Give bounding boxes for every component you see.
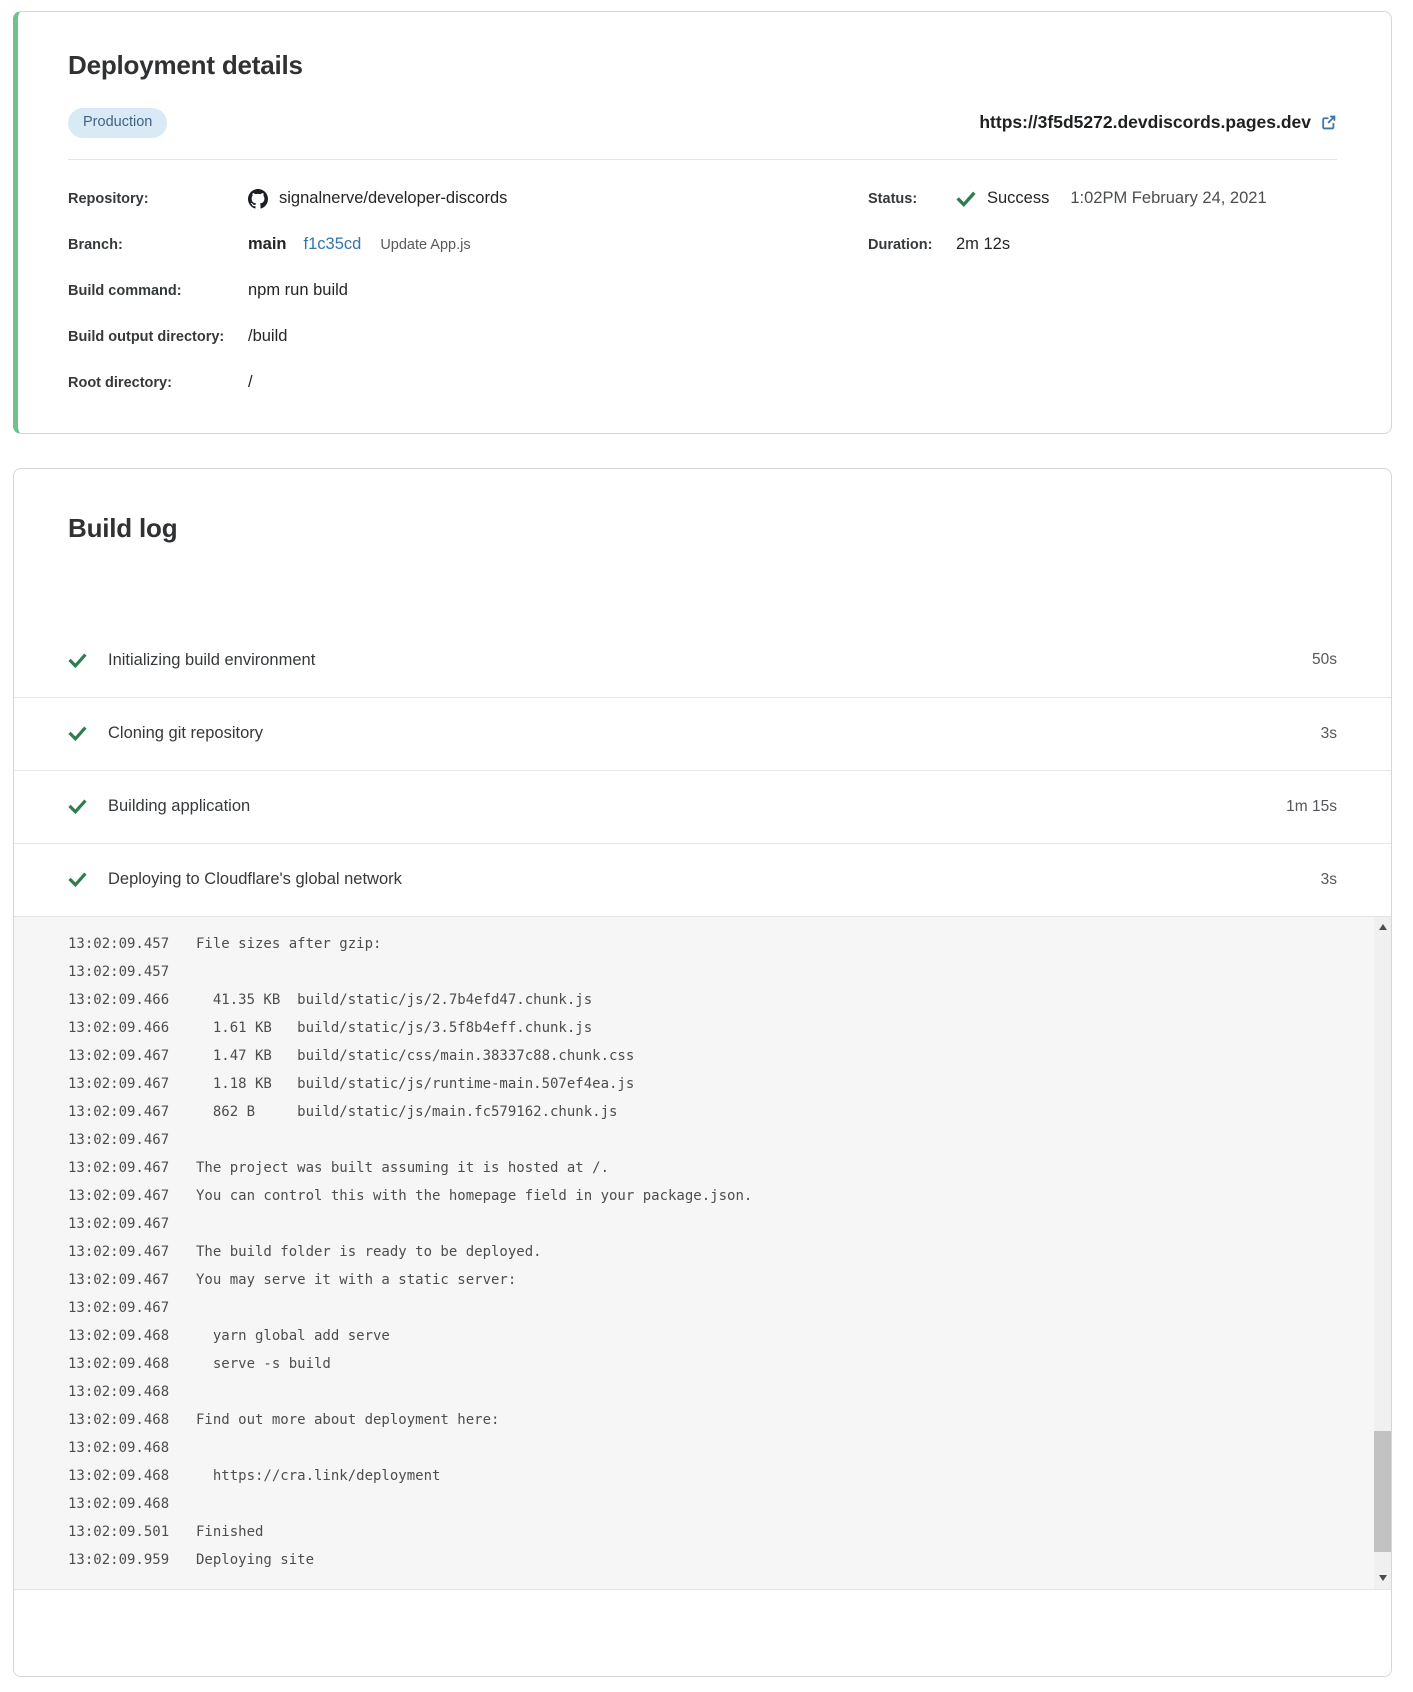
step-label: Initializing build environment	[108, 650, 316, 669]
step-label: Deploying to Cloudflare's global network	[108, 870, 402, 888]
duration-value: 2m 12s	[956, 235, 1011, 253]
log-line	[68, 1210, 1351, 1238]
log-line	[68, 1518, 1351, 1546]
log-timestamp: 13:02:09.468	[68, 1383, 170, 1400]
step-row[interactable]	[14, 697, 1391, 770]
build-log-title: Build log	[68, 512, 178, 543]
root-directory-row	[68, 371, 868, 395]
log-timestamp: 13:02:09.468	[68, 1467, 170, 1484]
check-icon	[68, 724, 87, 743]
log-message: Deploying site	[196, 1551, 315, 1568]
log-line	[68, 1182, 1351, 1210]
log-line	[68, 1014, 1351, 1042]
repository-label: Repository:	[68, 190, 149, 207]
step-label: Cloning git repository	[108, 724, 263, 742]
status-value	[956, 189, 1267, 209]
build-output-directory-row	[68, 325, 868, 349]
build-steps-list	[14, 624, 1391, 916]
root-directory-label: Root directory:	[68, 374, 172, 391]
log-lines	[68, 930, 1351, 1574]
log-line	[68, 1378, 1351, 1406]
log-timestamp: 13:02:09.468	[68, 1411, 170, 1428]
log-message: File sizes after gzip:	[196, 935, 382, 952]
log-line	[68, 1126, 1351, 1154]
check-icon	[68, 797, 87, 816]
step-row[interactable]	[14, 843, 1391, 916]
log-line	[68, 1042, 1351, 1070]
commit-link[interactable]: f1c35cd	[303, 235, 362, 253]
log-message: You may serve it with a static server:	[196, 1271, 517, 1288]
log-timestamp: 13:02:09.457	[68, 963, 170, 980]
build-log-card-footer	[14, 1590, 1391, 1676]
log-message: 1.47 KB build/static/css/main.38337c88.chunk.css	[196, 1047, 635, 1064]
log-line	[68, 1490, 1351, 1518]
repository-row	[68, 187, 868, 211]
build-command-row	[68, 279, 868, 303]
log-line	[68, 1434, 1351, 1462]
repository-link[interactable]: signalnerve/developer-discords	[279, 189, 508, 207]
deployment-details-card	[13, 11, 1392, 434]
step-duration: 1m 15s	[1286, 797, 1337, 815]
step-row[interactable]	[14, 770, 1391, 843]
log-timestamp: 13:02:09.457	[68, 935, 170, 952]
log-line	[68, 1154, 1351, 1182]
log-line	[68, 1350, 1351, 1378]
build-output-directory-value: /build	[248, 327, 288, 345]
log-timestamp: 13:02:09.467	[68, 1299, 170, 1316]
log-message: yarn global add serve	[196, 1327, 390, 1344]
log-message: Finished	[196, 1523, 264, 1540]
external-link-icon[interactable]	[1320, 114, 1337, 131]
log-message: 1.18 KB build/static/js/runtime-main.507ef4ea.js	[196, 1075, 635, 1092]
log-message: serve -s build	[196, 1355, 331, 1372]
step-duration: 3s	[1320, 870, 1337, 888]
repository-value	[248, 189, 507, 209]
log-timestamp: 13:02:09.501	[68, 1523, 170, 1540]
status-row	[868, 187, 1337, 211]
log-line	[68, 1238, 1351, 1266]
status-label: Status:	[868, 190, 918, 207]
log-line	[68, 958, 1351, 986]
check-icon	[68, 651, 87, 670]
duration-row	[868, 233, 1337, 257]
log-line	[68, 930, 1351, 958]
build-log-output[interactable]	[14, 916, 1391, 1590]
log-timestamp: 13:02:09.468	[68, 1495, 170, 1512]
build-command-value: npm run build	[248, 281, 348, 299]
log-message: 862 B build/static/js/main.fc579162.chunk.js	[196, 1103, 618, 1120]
log-line	[68, 1546, 1351, 1574]
deployment-details-title: Deployment details	[68, 50, 303, 80]
log-line	[68, 1294, 1351, 1322]
environment-badge: Production	[68, 108, 167, 138]
log-timestamp: 13:02:09.467	[68, 1047, 170, 1064]
log-message: You can control this with the homepage field in your package.json.	[196, 1187, 753, 1204]
check-icon	[956, 189, 976, 209]
log-line	[68, 1406, 1351, 1434]
step-row[interactable]	[14, 624, 1391, 697]
log-scrollbar[interactable]	[1374, 917, 1391, 1589]
github-icon	[248, 189, 268, 209]
log-timestamp: 13:02:09.959	[68, 1551, 170, 1568]
log-timestamp: 13:02:09.468	[68, 1439, 170, 1456]
log-timestamp: 13:02:09.467	[68, 1271, 170, 1288]
commit-message: Update App.js	[380, 236, 471, 253]
scroll-down-icon[interactable]	[1374, 1570, 1391, 1587]
step-duration: 50s	[1312, 651, 1337, 668]
log-message: 41.35 KB build/static/js/2.7b4efd47.chunk.js	[196, 991, 593, 1008]
status-timestamp: 1:02PM February 24, 2021	[1070, 189, 1267, 207]
deployment-fields-right	[868, 187, 1337, 417]
step-label: Building application	[108, 797, 251, 815]
deployment-url-group	[979, 112, 1337, 133]
log-timestamp: 13:02:09.467	[68, 1159, 170, 1176]
log-message: The build folder is ready to be deployed.	[196, 1243, 542, 1260]
check-icon	[68, 870, 87, 889]
branch-value	[248, 235, 471, 254]
deployment-url-link[interactable]: https://3f5d5272.devdiscords.pages.dev	[979, 112, 1311, 133]
duration-label: Duration:	[868, 236, 933, 253]
deployment-fields-left	[68, 187, 868, 417]
log-line	[68, 1070, 1351, 1098]
deployment-fields	[68, 160, 1337, 417]
build-log-card	[13, 468, 1392, 1677]
log-timestamp: 13:02:09.468	[68, 1327, 170, 1344]
log-timestamp: 13:02:09.467	[68, 1131, 170, 1148]
log-message: The project was built assuming it is hosted at /.	[196, 1159, 610, 1176]
log-timestamp: 13:02:09.467	[68, 1243, 170, 1260]
log-timestamp: 13:02:09.467	[68, 1103, 170, 1120]
branch-name: main	[248, 235, 287, 253]
build-command-label: Build command:	[68, 282, 182, 299]
log-message: 1.61 KB build/static/js/3.5f8b4eff.chunk.js	[196, 1019, 593, 1036]
environment-row	[68, 108, 1337, 138]
scroll-up-icon[interactable]	[1374, 919, 1391, 936]
log-timestamp: 13:02:09.466	[68, 991, 170, 1008]
branch-label: Branch:	[68, 236, 123, 253]
log-line	[68, 1462, 1351, 1490]
log-message: https://cra.link/deployment	[196, 1467, 441, 1484]
step-duration: 3s	[1320, 724, 1337, 742]
log-timestamp: 13:02:09.467	[68, 1187, 170, 1204]
log-line	[68, 1098, 1351, 1126]
log-line	[68, 986, 1351, 1014]
log-timestamp: 13:02:09.467	[68, 1075, 170, 1092]
scrollbar-thumb[interactable]	[1374, 1431, 1391, 1552]
log-timestamp: 13:02:09.466	[68, 1019, 170, 1036]
build-output-directory-label: Build output directory:	[68, 328, 225, 345]
log-timestamp: 13:02:09.468	[68, 1355, 170, 1372]
branch-row	[68, 233, 868, 257]
status-text: Success	[987, 189, 1050, 207]
log-message: Find out more about deployment here:	[196, 1411, 500, 1428]
log-timestamp: 13:02:09.467	[68, 1215, 170, 1232]
log-line	[68, 1322, 1351, 1350]
root-directory-value: /	[248, 373, 253, 391]
log-line	[68, 1266, 1351, 1294]
